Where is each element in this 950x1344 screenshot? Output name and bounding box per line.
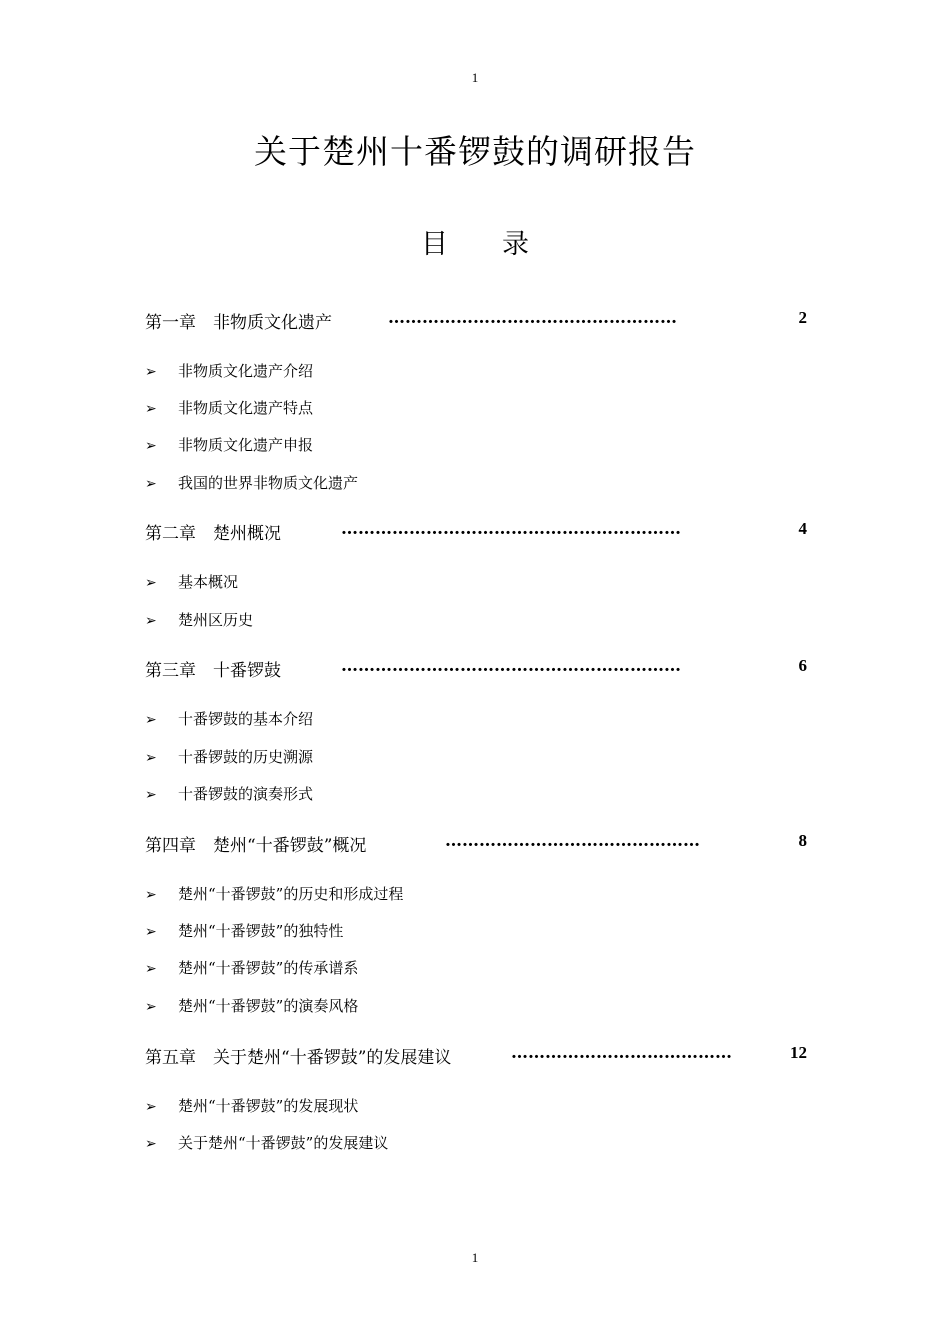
toc-item[interactable] (145, 957, 358, 979)
toc-chapter-3[interactable] (145, 656, 807, 682)
toc-item[interactable] (145, 1095, 358, 1117)
toc-item[interactable] (145, 472, 358, 494)
dot-leader: ………………………………… (511, 1043, 732, 1063)
arrow-bullet-icon: ➢ (145, 999, 157, 1015)
toc-item[interactable] (145, 360, 313, 382)
toc-item-label: 楚州区历史 (178, 611, 254, 629)
toc-item[interactable] (145, 1132, 388, 1154)
toc-item[interactable] (145, 746, 313, 768)
toc-item-label: 非物质文化遗产特点 (178, 399, 314, 417)
toc-heading-char-2: 录 (502, 229, 529, 260)
arrow-bullet-icon: ➢ (145, 401, 157, 417)
chapter-page: 4 (798, 519, 807, 538)
arrow-bullet-icon: ➢ (145, 613, 157, 629)
toc-item-label: 楚州“十番锣鼓”的发展现状 (178, 1097, 359, 1115)
dot-leader: ……………………………………… (445, 831, 700, 851)
toc-item-label: 我国的世界非物质文化遗产 (178, 474, 359, 492)
chapter-label: 第三章 十番锣鼓 (145, 661, 281, 681)
chapter-page: 2 (798, 308, 807, 327)
chapter-label: 第四章 楚州“十番锣鼓”概况 (145, 836, 367, 856)
toc-item[interactable] (145, 783, 313, 805)
arrow-bullet-icon: ➢ (145, 1136, 157, 1152)
toc-item-label: 十番锣鼓的基本介绍 (178, 710, 314, 728)
document-title: 关于楚州十番锣鼓的调研报告 (254, 132, 696, 171)
chapter-label: 第五章 关于楚州“十番锣鼓”的发展建议 (145, 1048, 452, 1068)
toc-item-label: 十番锣鼓的历史溯源 (178, 748, 314, 766)
toc-item[interactable] (145, 920, 343, 942)
dot-leader: …………………………………………………… (341, 656, 681, 676)
toc-item-label: 关于楚州“十番锣鼓”的发展建议 (178, 1134, 389, 1152)
chapter-page: 6 (798, 656, 807, 675)
toc-item[interactable] (145, 995, 358, 1017)
toc-item-label: 楚州“十番锣鼓”的历史和形成过程 (178, 885, 404, 903)
toc-item-label: 楚州“十番锣鼓”的演奏风格 (178, 997, 359, 1015)
arrow-bullet-icon: ➢ (145, 787, 157, 803)
header-page-number: 1 (471, 70, 479, 85)
arrow-bullet-icon: ➢ (145, 924, 157, 940)
toc-item-label: 基本概况 (178, 573, 239, 591)
toc-chapter-4[interactable] (145, 831, 807, 857)
footer-page-number: 1 (471, 1250, 479, 1265)
toc-chapter-1[interactable] (145, 308, 807, 334)
toc-item[interactable] (145, 434, 313, 456)
arrow-bullet-icon: ➢ (145, 1099, 157, 1115)
arrow-bullet-icon: ➢ (145, 712, 157, 728)
chapter-page: 8 (798, 831, 807, 850)
toc-chapter-5[interactable] (145, 1043, 807, 1069)
dot-leader: …………………………………………………… (341, 519, 681, 539)
toc-item-label: 非物质文化遗产介绍 (178, 362, 314, 380)
arrow-bullet-icon: ➢ (145, 438, 157, 454)
arrow-bullet-icon: ➢ (145, 364, 157, 380)
arrow-bullet-icon: ➢ (145, 476, 157, 492)
arrow-bullet-icon: ➢ (145, 750, 157, 766)
toc-item[interactable] (145, 609, 253, 631)
arrow-bullet-icon: ➢ (145, 887, 157, 903)
toc-item[interactable] (145, 397, 313, 419)
toc-item-label: 楚州“十番锣鼓”的传承谱系 (178, 959, 359, 977)
toc-item-label: 楚州“十番锣鼓”的独特性 (178, 922, 344, 940)
toc-item[interactable] (145, 883, 403, 905)
toc-item[interactable] (145, 708, 313, 730)
toc-heading (0, 222, 950, 261)
arrow-bullet-icon: ➢ (145, 575, 157, 591)
toc-chapter-2[interactable] (145, 519, 807, 545)
dot-leader: …………………………………………… (388, 308, 677, 328)
chapter-page: 12 (790, 1043, 807, 1062)
arrow-bullet-icon: ➢ (145, 961, 157, 977)
chapter-label: 第二章 楚州概况 (145, 524, 281, 544)
toc-heading-char-1: 目 (421, 229, 448, 260)
toc-item-label: 非物质文化遗产申报 (178, 436, 314, 454)
toc-item-label: 十番锣鼓的演奏形式 (178, 785, 314, 803)
toc-item[interactable] (145, 571, 238, 593)
chapter-label: 第一章 非物质文化遗产 (145, 313, 332, 333)
